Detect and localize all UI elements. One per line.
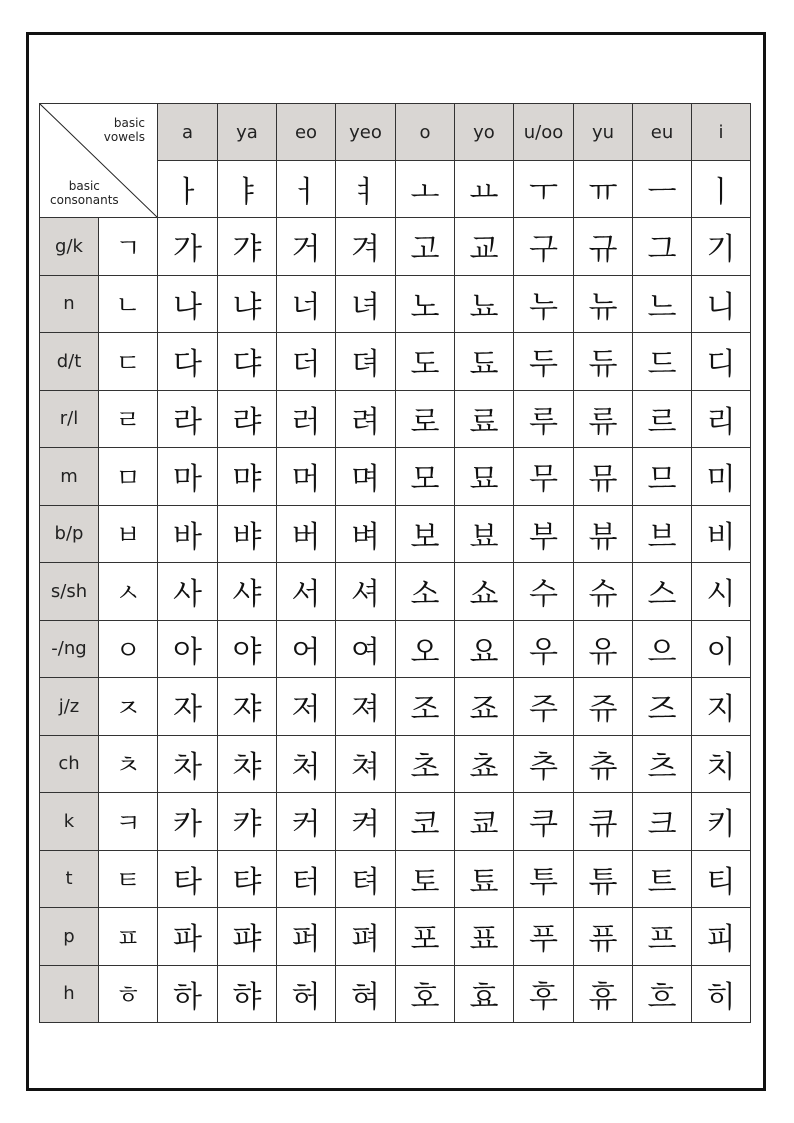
consonant-jamo: ㅅ bbox=[99, 563, 158, 621]
syllable-cell: 쿄 bbox=[455, 793, 514, 851]
consonant-romanization: j/z bbox=[40, 678, 99, 736]
syllable-cell: 듀 bbox=[574, 333, 633, 391]
syllable-cell: 키 bbox=[692, 793, 751, 851]
syllable-cell: 표 bbox=[455, 908, 514, 966]
syllable-cell: 료 bbox=[455, 390, 514, 448]
syllable-cell: 서 bbox=[277, 563, 336, 621]
vowel-jamo: ㅑ bbox=[218, 161, 277, 218]
syllable-cell: 라 bbox=[158, 390, 218, 448]
syllable-cell: 댜 bbox=[218, 333, 277, 391]
consonant-romanization: b/p bbox=[40, 505, 99, 563]
vowel-romanization: u/oo bbox=[514, 104, 574, 161]
syllable-cell: 랴 bbox=[218, 390, 277, 448]
consonant-row bbox=[40, 965, 751, 1023]
basic-consonants-label bbox=[50, 179, 119, 207]
syllable-cell: 휴 bbox=[574, 965, 633, 1023]
syllable-cell: 려 bbox=[336, 390, 396, 448]
vowels-label-line1: basic bbox=[113, 116, 145, 130]
syllable-cell: 뎌 bbox=[336, 333, 396, 391]
syllable-cell: 푸 bbox=[514, 908, 574, 966]
syllable-cell: 뮤 bbox=[574, 448, 633, 506]
consonant-jamo: ㄱ bbox=[99, 218, 158, 276]
consonant-romanization: m bbox=[40, 448, 99, 506]
syllable-cell: 교 bbox=[455, 218, 514, 276]
syllable-cell: 치 bbox=[692, 735, 751, 793]
consonant-jamo: ㅂ bbox=[99, 505, 158, 563]
vowel-romanization: a bbox=[158, 104, 218, 161]
syllable-cell: 드 bbox=[633, 333, 692, 391]
consonant-row bbox=[40, 390, 751, 448]
consonant-romanization: s/sh bbox=[40, 563, 99, 621]
syllable-cell: 어 bbox=[277, 620, 336, 678]
vowel-jamo: ㅠ bbox=[574, 161, 633, 218]
syllable-cell: 보 bbox=[396, 505, 455, 563]
syllable-cell: 사 bbox=[158, 563, 218, 621]
syllable-cell: 토 bbox=[396, 850, 455, 908]
consonant-jamo: ㅇ bbox=[99, 620, 158, 678]
syllable-cell: 호 bbox=[396, 965, 455, 1023]
consonant-romanization: d/t bbox=[40, 333, 99, 391]
syllable-cell: 크 bbox=[633, 793, 692, 851]
syllable-cell: 허 bbox=[277, 965, 336, 1023]
syllable-cell: 수 bbox=[514, 563, 574, 621]
consonant-row bbox=[40, 505, 751, 563]
syllable-cell: 고 bbox=[396, 218, 455, 276]
consonant-row bbox=[40, 620, 751, 678]
consonant-row bbox=[40, 275, 751, 333]
consonant-romanization: g/k bbox=[40, 218, 99, 276]
syllable-cell: 햐 bbox=[218, 965, 277, 1023]
syllable-cell: 로 bbox=[396, 390, 455, 448]
consonant-jamo: ㅁ bbox=[99, 448, 158, 506]
syllable-cell: 소 bbox=[396, 563, 455, 621]
consonant-jamo: ㅈ bbox=[99, 678, 158, 736]
vowel-jamo: ㅛ bbox=[455, 161, 514, 218]
syllable-cell: 모 bbox=[396, 448, 455, 506]
syllable-cell: 으 bbox=[633, 620, 692, 678]
syllable-cell: 므 bbox=[633, 448, 692, 506]
syllable-cell: 켜 bbox=[336, 793, 396, 851]
syllable-cell: 파 bbox=[158, 908, 218, 966]
vowel-jamo: ㅏ bbox=[158, 161, 218, 218]
consonant-row bbox=[40, 563, 751, 621]
syllable-cell: 코 bbox=[396, 793, 455, 851]
syllable-cell: 누 bbox=[514, 275, 574, 333]
syllable-cell: 처 bbox=[277, 735, 336, 793]
syllable-cell: 쿠 bbox=[514, 793, 574, 851]
syllable-cell: 쥬 bbox=[574, 678, 633, 736]
syllable-cell: 가 bbox=[158, 218, 218, 276]
vowel-jamo: ㅓ bbox=[277, 161, 336, 218]
syllable-cell: 며 bbox=[336, 448, 396, 506]
syllable-cell: 툐 bbox=[455, 850, 514, 908]
syllable-cell: 갸 bbox=[218, 218, 277, 276]
syllable-cell: 커 bbox=[277, 793, 336, 851]
syllable-cell: 너 bbox=[277, 275, 336, 333]
syllable-cell: 초 bbox=[396, 735, 455, 793]
syllable-cell: 도 bbox=[396, 333, 455, 391]
vowel-jamo: ㅣ bbox=[692, 161, 751, 218]
consonant-row bbox=[40, 908, 751, 966]
consonant-romanization: p bbox=[40, 908, 99, 966]
syllable-cell: 피 bbox=[692, 908, 751, 966]
vowel-jamo: ㅡ bbox=[633, 161, 692, 218]
syllable-cell: 텨 bbox=[336, 850, 396, 908]
consonant-jamo: ㅍ bbox=[99, 908, 158, 966]
vowel-romanization: eu bbox=[633, 104, 692, 161]
syllable-cell: 즈 bbox=[633, 678, 692, 736]
syllable-cell: 샤 bbox=[218, 563, 277, 621]
vowel-romanization: yo bbox=[455, 104, 514, 161]
syllable-cell: 츠 bbox=[633, 735, 692, 793]
syllable-cell: 퍼 bbox=[277, 908, 336, 966]
syllable-cell: 챠 bbox=[218, 735, 277, 793]
syllable-cell: 벼 bbox=[336, 505, 396, 563]
consonant-row bbox=[40, 218, 751, 276]
syllable-cell: 저 bbox=[277, 678, 336, 736]
consonant-jamo: ㅌ bbox=[99, 850, 158, 908]
syllable-cell: 큐 bbox=[574, 793, 633, 851]
consonant-romanization: n bbox=[40, 275, 99, 333]
consonant-romanization: -/ng bbox=[40, 620, 99, 678]
consonants-label-line1: basic bbox=[68, 179, 100, 193]
syllable-cell: 타 bbox=[158, 850, 218, 908]
syllable-cell: 쵸 bbox=[455, 735, 514, 793]
syllable-cell: 흐 bbox=[633, 965, 692, 1023]
syllable-cell: 셔 bbox=[336, 563, 396, 621]
syllable-cell: 뵤 bbox=[455, 505, 514, 563]
consonant-romanization: r/l bbox=[40, 390, 99, 448]
syllable-cell: 리 bbox=[692, 390, 751, 448]
syllable-cell: 기 bbox=[692, 218, 751, 276]
syllable-cell: 주 bbox=[514, 678, 574, 736]
vowel-jamo: ㅗ bbox=[396, 161, 455, 218]
syllable-cell: 시 bbox=[692, 563, 751, 621]
syllable-cell: 거 bbox=[277, 218, 336, 276]
syllable-cell: 카 bbox=[158, 793, 218, 851]
syllable-cell: 오 bbox=[396, 620, 455, 678]
consonant-jamo: ㄹ bbox=[99, 390, 158, 448]
syllable-cell: 러 bbox=[277, 390, 336, 448]
syllable-cell: 바 bbox=[158, 505, 218, 563]
syllable-cell: 퍄 bbox=[218, 908, 277, 966]
syllable-cell: 혀 bbox=[336, 965, 396, 1023]
syllable-cell: 투 bbox=[514, 850, 574, 908]
syllable-cell: 냐 bbox=[218, 275, 277, 333]
syllable-cell: 두 bbox=[514, 333, 574, 391]
syllable-cell: 뷰 bbox=[574, 505, 633, 563]
syllable-cell: 유 bbox=[574, 620, 633, 678]
syllable-cell: 펴 bbox=[336, 908, 396, 966]
syllable-cell: 규 bbox=[574, 218, 633, 276]
syllable-cell: 이 bbox=[692, 620, 751, 678]
consonant-row bbox=[40, 678, 751, 736]
vowel-romanization: yeo bbox=[336, 104, 396, 161]
consonant-jamo: ㅊ bbox=[99, 735, 158, 793]
syllable-cell: 져 bbox=[336, 678, 396, 736]
corner-header-cell bbox=[40, 104, 158, 218]
syllable-cell: 뇨 bbox=[455, 275, 514, 333]
syllable-cell: 니 bbox=[692, 275, 751, 333]
vowels-label-line2: vowels bbox=[103, 130, 145, 144]
syllable-cell: 그 bbox=[633, 218, 692, 276]
vowel-romanization: o bbox=[396, 104, 455, 161]
syllable-cell: 겨 bbox=[336, 218, 396, 276]
syllable-cell: 뱌 bbox=[218, 505, 277, 563]
consonant-row bbox=[40, 793, 751, 851]
consonant-romanization: h bbox=[40, 965, 99, 1023]
syllable-cell: 됴 bbox=[455, 333, 514, 391]
syllable-cell: 후 bbox=[514, 965, 574, 1023]
consonant-romanization: t bbox=[40, 850, 99, 908]
syllable-cell: 루 bbox=[514, 390, 574, 448]
consonant-jamo: ㄷ bbox=[99, 333, 158, 391]
syllable-cell: 츄 bbox=[574, 735, 633, 793]
consonant-jamo: ㅋ bbox=[99, 793, 158, 851]
syllable-cell: 캬 bbox=[218, 793, 277, 851]
syllable-cell: 트 bbox=[633, 850, 692, 908]
syllable-cell: 녀 bbox=[336, 275, 396, 333]
syllable-cell: 르 bbox=[633, 390, 692, 448]
consonant-romanization: ch bbox=[40, 735, 99, 793]
syllable-cell: 쳐 bbox=[336, 735, 396, 793]
basic-vowels-label bbox=[104, 116, 145, 144]
vowel-jamo: ㅕ bbox=[336, 161, 396, 218]
vowel-romanization: ya bbox=[218, 104, 277, 161]
syllable-cell: 뉴 bbox=[574, 275, 633, 333]
syllable-cell: 미 bbox=[692, 448, 751, 506]
syllable-cell: 스 bbox=[633, 563, 692, 621]
syllable-cell: 묘 bbox=[455, 448, 514, 506]
syllable-cell: 히 bbox=[692, 965, 751, 1023]
syllable-cell: 노 bbox=[396, 275, 455, 333]
hangul-chart bbox=[39, 103, 751, 1023]
syllable-cell: 야 bbox=[218, 620, 277, 678]
syllable-cell: 티 bbox=[692, 850, 751, 908]
consonant-row bbox=[40, 448, 751, 506]
syllable-cell: 죠 bbox=[455, 678, 514, 736]
syllable-cell: 구 bbox=[514, 218, 574, 276]
syllable-cell: 류 bbox=[574, 390, 633, 448]
syllable-cell: 먀 bbox=[218, 448, 277, 506]
vowel-romanization: eo bbox=[277, 104, 336, 161]
syllable-cell: 조 bbox=[396, 678, 455, 736]
consonant-jamo: ㄴ bbox=[99, 275, 158, 333]
syllable-cell: 부 bbox=[514, 505, 574, 563]
consonant-row bbox=[40, 850, 751, 908]
syllable-cell: 더 bbox=[277, 333, 336, 391]
consonants-label-line2: consonants bbox=[50, 193, 119, 207]
syllable-cell: 탸 bbox=[218, 850, 277, 908]
syllable-cell: 머 bbox=[277, 448, 336, 506]
syllable-cell: 브 bbox=[633, 505, 692, 563]
syllable-cell: 차 bbox=[158, 735, 218, 793]
vowel-romanization: yu bbox=[574, 104, 633, 161]
syllable-cell: 비 bbox=[692, 505, 751, 563]
syllable-cell: 슈 bbox=[574, 563, 633, 621]
syllable-cell: 다 bbox=[158, 333, 218, 391]
syllable-cell: 지 bbox=[692, 678, 751, 736]
vowel-romanization: i bbox=[692, 104, 751, 161]
syllable-cell: 여 bbox=[336, 620, 396, 678]
syllable-cell: 쇼 bbox=[455, 563, 514, 621]
vowel-jamo: ㅜ bbox=[514, 161, 574, 218]
syllable-cell: 추 bbox=[514, 735, 574, 793]
syllable-cell: 포 bbox=[396, 908, 455, 966]
syllable-cell: 마 bbox=[158, 448, 218, 506]
syllable-cell: 하 bbox=[158, 965, 218, 1023]
syllable-cell: 나 bbox=[158, 275, 218, 333]
syllable-cell: 자 bbox=[158, 678, 218, 736]
syllable-cell: 무 bbox=[514, 448, 574, 506]
syllable-cell: 디 bbox=[692, 333, 751, 391]
syllable-cell: 요 bbox=[455, 620, 514, 678]
syllable-cell: 버 bbox=[277, 505, 336, 563]
consonant-row bbox=[40, 333, 751, 391]
syllable-cell: 아 bbox=[158, 620, 218, 678]
syllable-cell: 튜 bbox=[574, 850, 633, 908]
syllable-cell: 우 bbox=[514, 620, 574, 678]
consonant-jamo: ㅎ bbox=[99, 965, 158, 1023]
syllable-cell: 프 bbox=[633, 908, 692, 966]
syllable-cell: 효 bbox=[455, 965, 514, 1023]
syllable-cell: 쟈 bbox=[218, 678, 277, 736]
syllable-cell: 퓨 bbox=[574, 908, 633, 966]
consonant-romanization: k bbox=[40, 793, 99, 851]
consonant-row bbox=[40, 735, 751, 793]
syllable-cell: 터 bbox=[277, 850, 336, 908]
syllable-cell: 느 bbox=[633, 275, 692, 333]
